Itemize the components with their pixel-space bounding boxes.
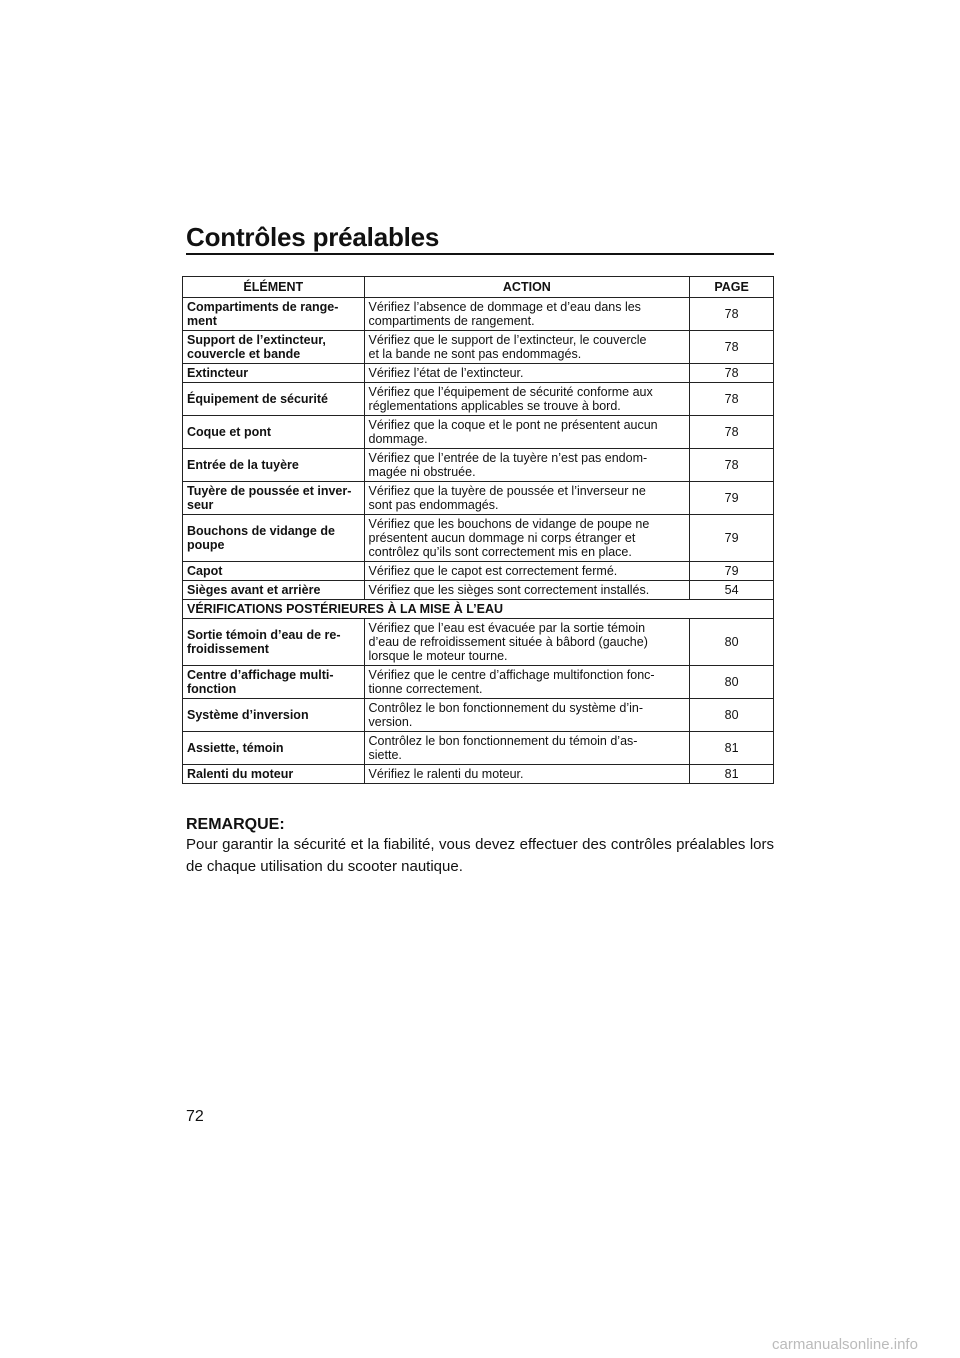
- action-cell: Vérifiez le ralenti du moteur.: [364, 765, 690, 784]
- table-row: [183, 416, 774, 449]
- action-cell: Vérifiez que les bouchons de vidange de poupe ne présentent aucun dommage ni corps étranger et contrôlez qu’ils sont correctement mis en place.: [364, 515, 690, 562]
- title-divider: [186, 253, 774, 255]
- action-cell: Vérifiez que l’entrée de la tuyère n’est pas endom- magée ni obstruée.: [364, 449, 690, 482]
- item-cell: Extincteur: [183, 364, 365, 383]
- page-cell: 80: [690, 619, 774, 666]
- item-cell: Sortie témoin d’eau de re- froidissement: [183, 619, 365, 666]
- remarque-title: REMARQUE:: [186, 816, 285, 833]
- page-cell: 78: [690, 383, 774, 416]
- checks-table: [182, 276, 774, 784]
- page-cell: 54: [690, 581, 774, 600]
- item-cell: Bouchons de vidange de poupe: [183, 515, 365, 562]
- table-row: [183, 298, 774, 331]
- page-title: Contrôles préalables: [186, 222, 440, 252]
- action-cell: Vérifiez que l’équipement de sécurité conforme aux réglementations applicables se trouve à bord.: [364, 383, 690, 416]
- page-number: 72: [186, 1108, 204, 1125]
- action-cell: Contrôlez le bon fonctionnement du système d’in- version.: [364, 699, 690, 732]
- action-cell: Vérifiez que la coque et le pont ne présentent aucun dommage.: [364, 416, 690, 449]
- table-row: [183, 699, 774, 732]
- action-cell: Vérifiez que le capot est correctement fermé.: [364, 562, 690, 581]
- table-row: [183, 364, 774, 383]
- action-cell: Vérifiez que le centre d’affichage multifonction fonc- tionne correctement.: [364, 666, 690, 699]
- remarque-text: Pour garantir la sécurité et la fiabilité, vous devez effectuer des contrôles préalables lors de chaque utilisation du scooter nautique.: [186, 836, 774, 875]
- item-cell: Coque et pont: [183, 416, 365, 449]
- page-cell: 79: [690, 482, 774, 515]
- page-cell: 78: [690, 298, 774, 331]
- action-cell: Vérifiez que l’eau est évacuée par la sortie témoin d’eau de refroidissement située à bâbord (gauche) lorsque le moteur tourne.: [364, 619, 690, 666]
- header-page: PAGE: [690, 277, 774, 298]
- page-cell: 79: [690, 515, 774, 562]
- item-cell: Capot: [183, 562, 365, 581]
- table-row: [183, 562, 774, 581]
- action-cell: Vérifiez l’état de l’extincteur.: [364, 364, 690, 383]
- table-row: [183, 765, 774, 784]
- table-row: [183, 619, 774, 666]
- page-cell: 80: [690, 699, 774, 732]
- page-cell: 80: [690, 666, 774, 699]
- table-row: [183, 383, 774, 416]
- action-cell: Vérifiez l’absence de dommage et d’eau dans les compartiments de rangement.: [364, 298, 690, 331]
- table-body-after: [183, 619, 774, 784]
- header-item: ÉLÉMENT: [183, 277, 365, 298]
- table-row: [183, 331, 774, 364]
- item-cell: Assiette, témoin: [183, 732, 365, 765]
- table-row: [183, 515, 774, 562]
- section-heading: VÉRIFICATIONS POSTÉRIEURES À LA MISE À L’EAU: [183, 600, 774, 619]
- header-action: ACTION: [364, 277, 690, 298]
- watermark-text: carmanualsonline.info: [772, 1336, 918, 1353]
- item-cell: Centre d’affichage multi- fonction: [183, 666, 365, 699]
- section-row: [183, 600, 774, 619]
- action-cell: Vérifiez que les sièges sont correctement installés.: [364, 581, 690, 600]
- table-header-row: [183, 277, 774, 298]
- action-cell: Contrôlez le bon fonctionnement du témoin d’as- siette.: [364, 732, 690, 765]
- action-cell: Vérifiez que la tuyère de poussée et l’inverseur ne sont pas endommagés.: [364, 482, 690, 515]
- table-row: [183, 449, 774, 482]
- table-row: [183, 482, 774, 515]
- item-cell: Compartiments de range- ment: [183, 298, 365, 331]
- page-cell: 78: [690, 331, 774, 364]
- page-cell: 78: [690, 364, 774, 383]
- action-cell: Vérifiez que le support de l’extincteur, le couvercle et la bande ne sont pas endommagés.: [364, 331, 690, 364]
- page-cell: 81: [690, 732, 774, 765]
- item-cell: Support de l’extincteur, couvercle et bande: [183, 331, 365, 364]
- table-row: [183, 581, 774, 600]
- item-cell: Tuyère de poussée et inver- seur: [183, 482, 365, 515]
- item-cell: Système d’inversion: [183, 699, 365, 732]
- section-body: [183, 600, 774, 619]
- item-cell: Équipement de sécurité: [183, 383, 365, 416]
- table-body-before: [183, 298, 774, 600]
- table-row: [183, 732, 774, 765]
- page-cell: 78: [690, 449, 774, 482]
- table-row: [183, 666, 774, 699]
- item-cell: Ralenti du moteur: [183, 765, 365, 784]
- page-cell: 81: [690, 765, 774, 784]
- item-cell: Entrée de la tuyère: [183, 449, 365, 482]
- page-cell: 79: [690, 562, 774, 581]
- page-cell: 78: [690, 416, 774, 449]
- item-cell: Sièges avant et arrière: [183, 581, 365, 600]
